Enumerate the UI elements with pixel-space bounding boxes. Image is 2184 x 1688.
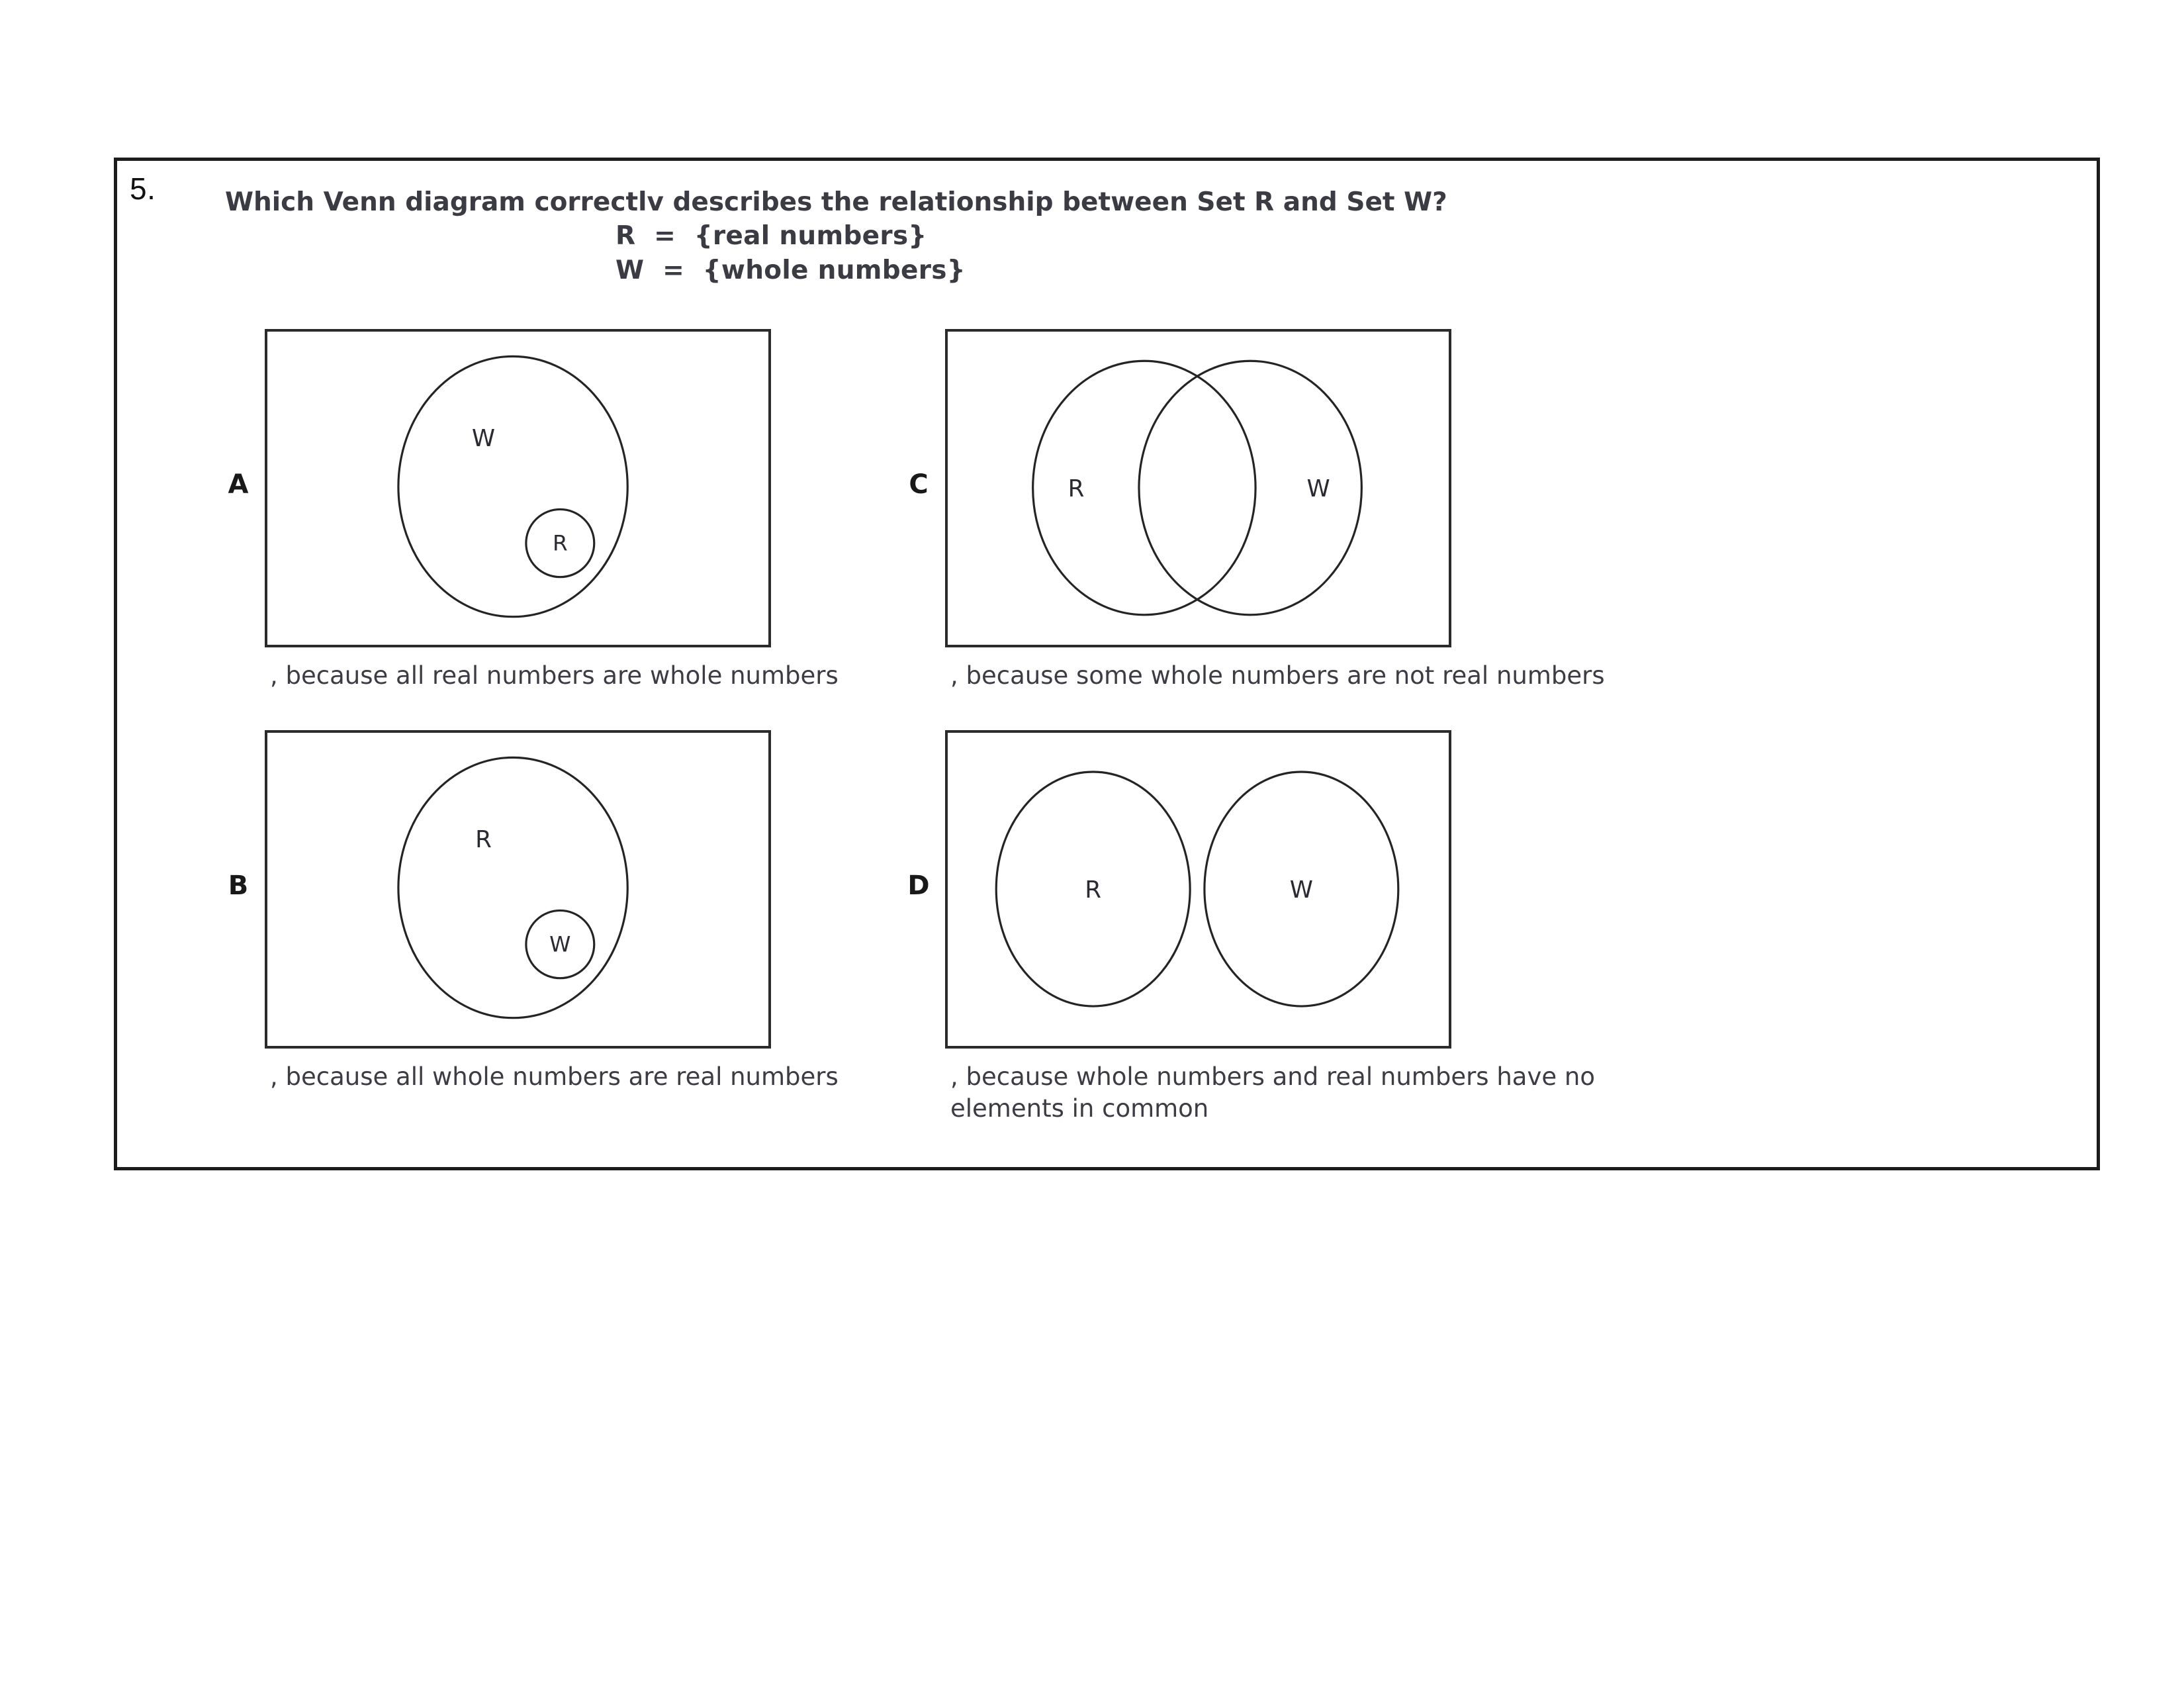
option-caption-c: , because some whole numbers are not real numbers bbox=[950, 661, 1605, 690]
venn-diagram-a bbox=[265, 329, 771, 647]
venn-label-right-c: W bbox=[1306, 475, 1330, 502]
question-number: 5. bbox=[130, 171, 156, 206]
option-letter-b: B bbox=[228, 870, 249, 901]
option-caption-a: , because all real numbers are whole numbers bbox=[270, 661, 839, 690]
venn-label-left-d: R bbox=[1085, 876, 1102, 904]
venn-diagram-b bbox=[265, 730, 771, 1049]
option-caption-b: , because all whole numbers are real numbers bbox=[270, 1062, 839, 1091]
venn-outer-ellipse-b bbox=[398, 757, 627, 1017]
question-prompt-block bbox=[225, 185, 1813, 287]
venn-diagram-c bbox=[945, 329, 1451, 647]
venn-label-inner-b: W bbox=[549, 931, 571, 957]
venn-label-right-d: W bbox=[1289, 876, 1313, 904]
venn-label-outer-b: R bbox=[475, 826, 492, 854]
set-definition-w: W = {whole numbers} bbox=[615, 255, 966, 285]
set-definition-r: R = {real numbers} bbox=[615, 221, 927, 252]
option-letter-d: D bbox=[907, 870, 930, 901]
venn-label-outer-a: W bbox=[471, 425, 496, 453]
venn-outer-ellipse-a bbox=[398, 356, 627, 616]
option-letter-c: C bbox=[909, 469, 929, 500]
venn-label-left-c: R bbox=[1068, 475, 1085, 502]
venn-diagram-d bbox=[945, 730, 1451, 1049]
venn-left-ellipse-c bbox=[1033, 361, 1255, 615]
option-caption-d: , because whole numbers and real numbers have no elements in common bbox=[950, 1062, 1595, 1123]
question-prompt-text: Which Venn diagram correctlv describes the relationship between Set R and Set W? bbox=[225, 187, 1447, 217]
option-letter-a: A bbox=[228, 469, 249, 500]
venn-label-inner-a: R bbox=[552, 530, 568, 556]
